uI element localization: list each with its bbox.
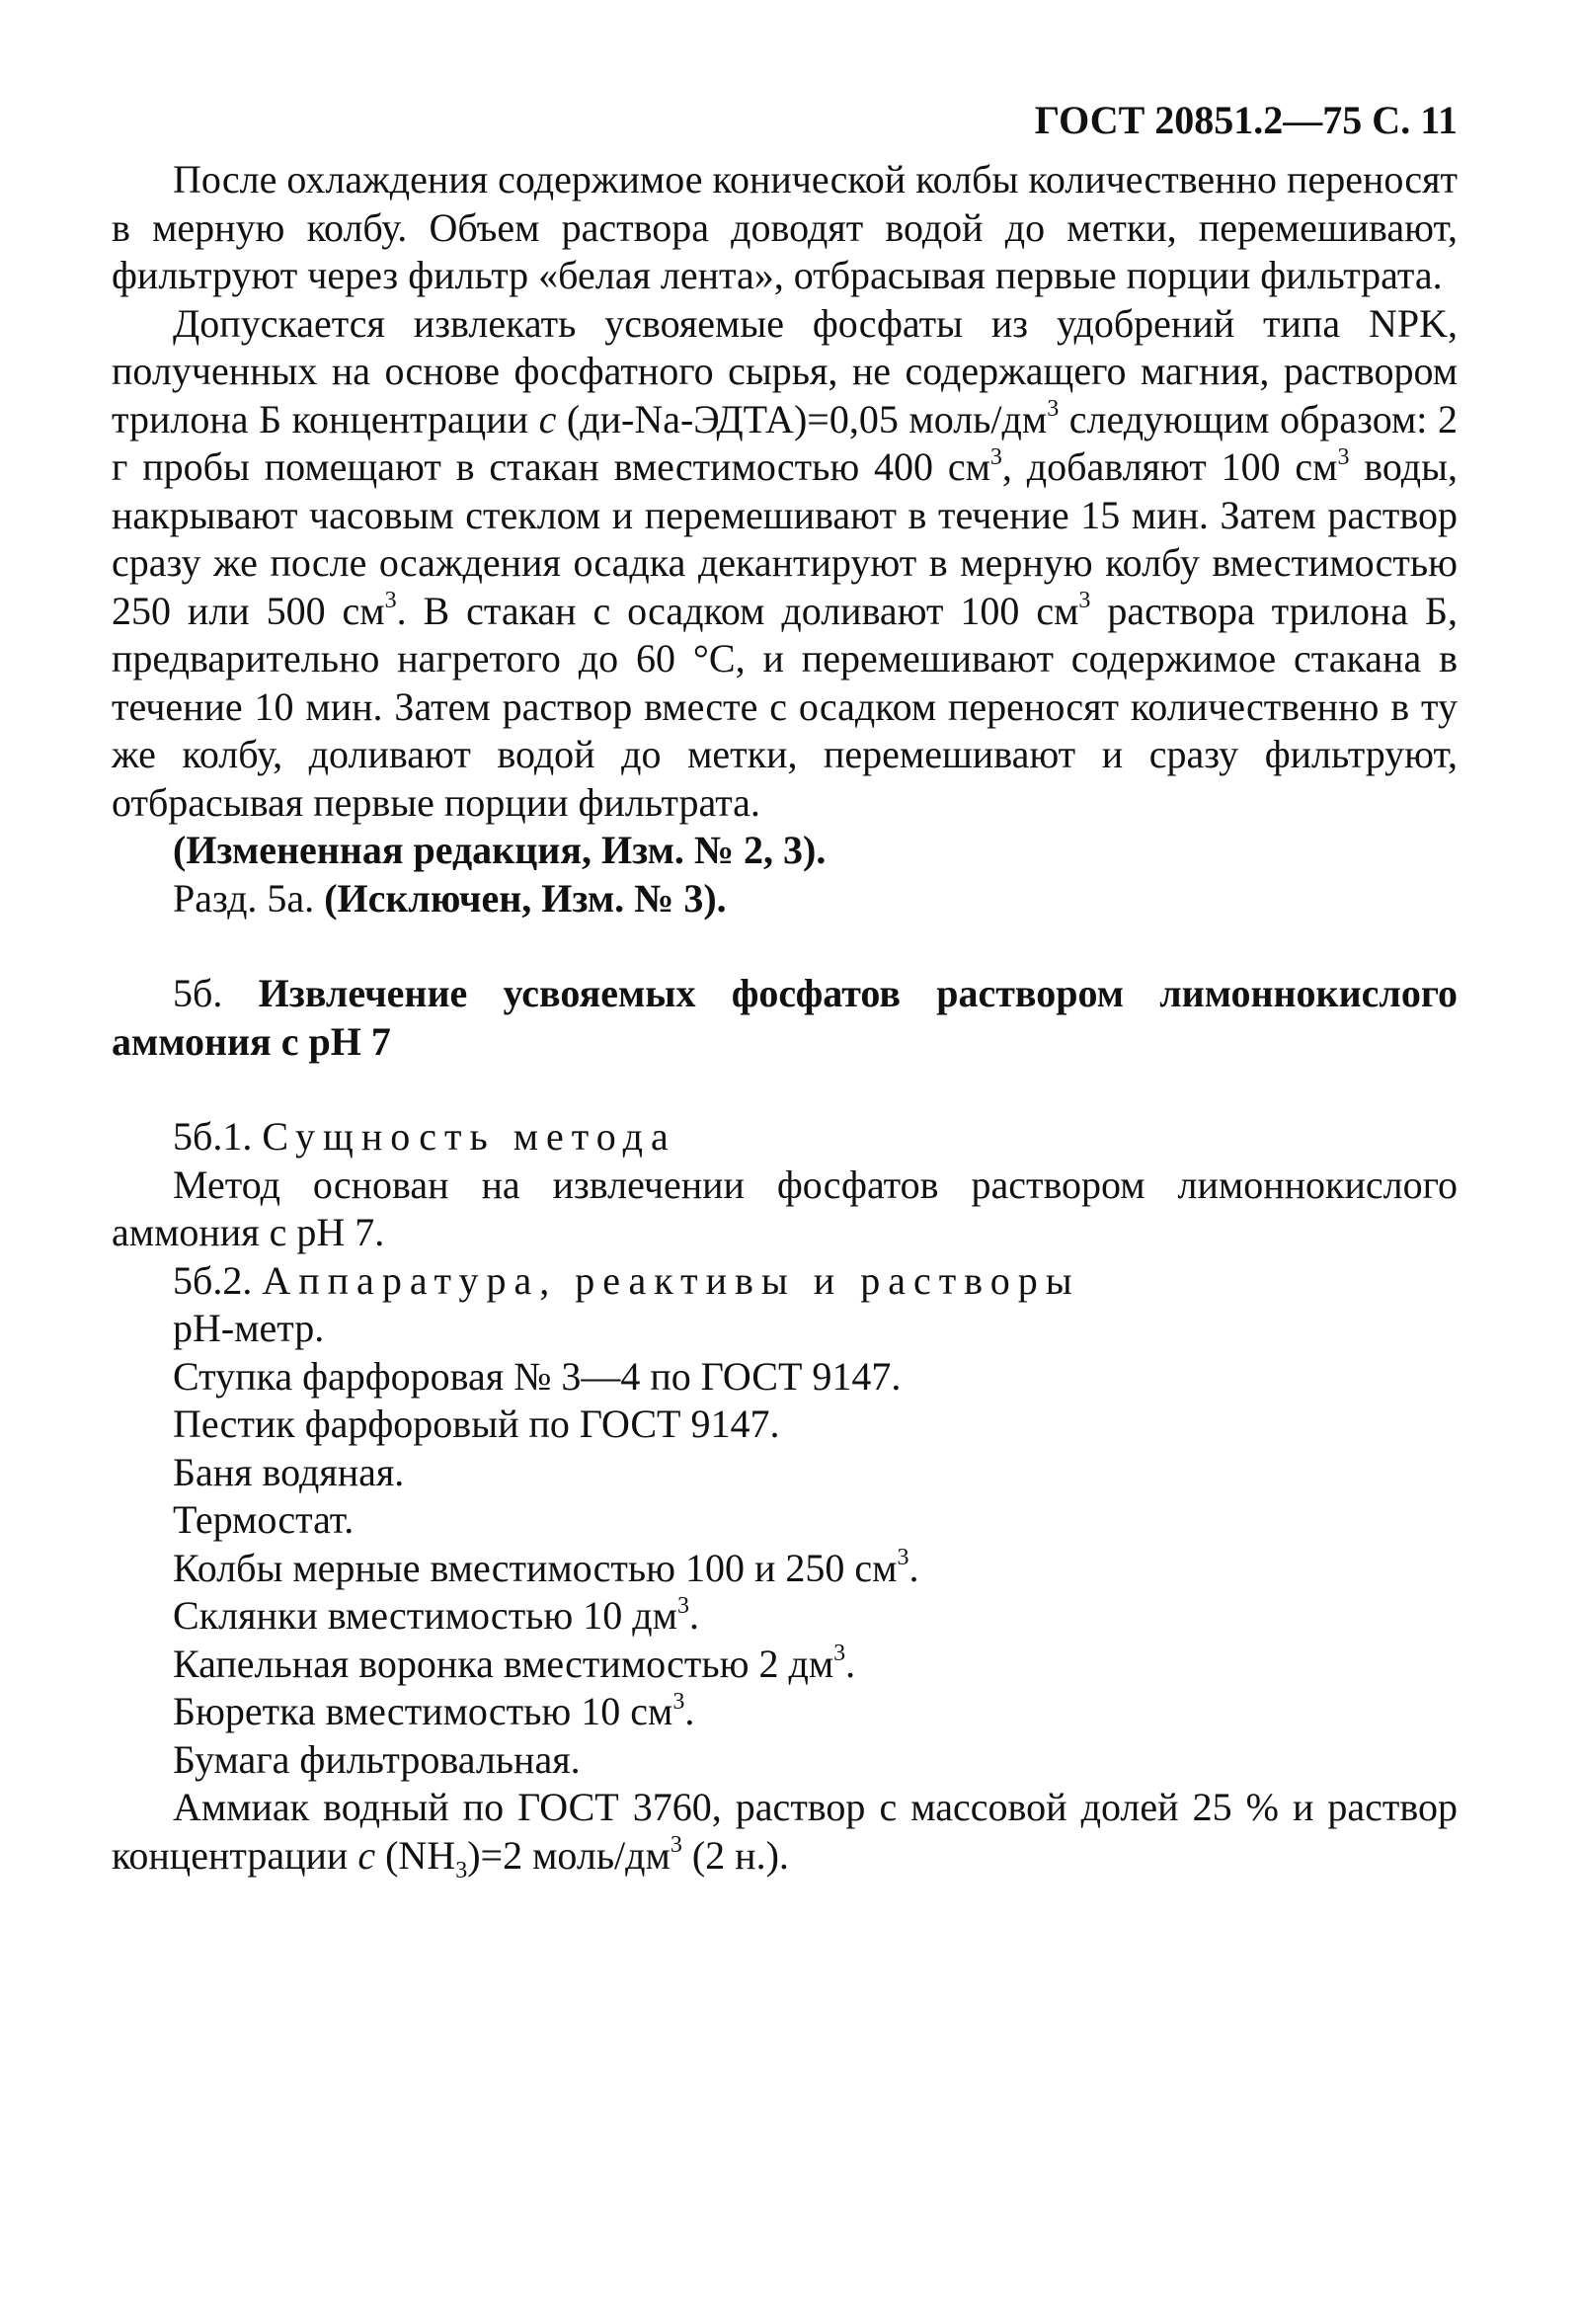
paragraph-cooling: После охлаждения содержимое конической колбы количественно переносят в мерную колбу. Объем раствора доводят водой до метки, перемешивают, фильтруют через фильтр «белая лента», отбрасывая первые порции фильтрата.: [112, 157, 1458, 297]
amendment-note: (Измененная редакция, Изм. № 2, 3).: [173, 828, 827, 872]
list-item: Баня водяная.: [173, 1449, 405, 1494]
list-item: Бумага фильтровальная.: [173, 1736, 581, 1782]
list-item: Пестик фарфоровый по ГОСТ 9147.: [173, 1402, 780, 1446]
list-item: Термостат.: [173, 1497, 355, 1542]
subsection-5b1-heading: 5б.1. Сущность метода: [173, 1114, 676, 1159]
section-5a-note: Разд. 5а. (Исключен, Изм. № 3).: [173, 875, 727, 921]
page-header: ГОСТ 20851.2—75 С. 11: [1034, 98, 1458, 142]
list-item: Капельная воронка вместимостью 2 $дм^3$.: [173, 1641, 856, 1686]
paragraph-ammonia: Аммиак водный по ГОСТ 3760, раствор с массовой долей 25 % и раствор концентрации c $(NH_3)=2$ моль/$дм^3$ (2 н.).: [112, 1785, 1458, 1883]
document-page: [112, 97, 1458, 1883]
list-item: pH-метр.: [173, 1306, 325, 1350]
list-item: Склянки вместимостью 10 $дм^3$.: [173, 1592, 699, 1638]
subsection-5b2-heading: 5б.2. Аппаратура, реактивы и растворы: [173, 1257, 1080, 1303]
section-5b-heading: 5б. Извлечение усвояемых фосфатов раствором лимоннокислого аммония с pH 7: [112, 971, 1458, 1064]
list-item: Ступка фарфоровая № 3—4 по ГОСТ 9147.: [173, 1353, 902, 1399]
paragraph-trilon: Допускается извлекать усвояемые фосфаты из удобрений типа NPK, полученных на основе фосфатного сырья, не содержащего магния, раствором трилона Б концентрации c (ди-Na-ЭДТА)=0,05 моль/$дм^3$ следующим образом: 2 г пробы помещают в стакан вместимостью 400 $см^3$, добавляют 100 $см^3$ воды, накрывают часовым стеклом и перемешивают в течение 15 мин. Затем раствор сразу же после осаждения осадка декантируют в мерную колбу вместимостью 250 или 500 $см^3$. В стакан с осадком доливают 100 $см^3$ раствора трилона Б, предварительно нагретого до 60 °С, и перемешивают содержимое стакана в течение 10 мин. Затем раствор вместе с осадком переносят количественно в ту же колбу, доливают водой до метки, перемешивают и сразу фильтруют, отбрасывая первые порции фильтрата.: [112, 300, 1458, 825]
subsection-5b1-text: Метод основан на извлечении фосфатов раствором лимоннокислого аммония с pH 7.: [112, 1162, 1458, 1254]
list-item: Бюретка вместимостью 10 $см^3$.: [173, 1688, 695, 1733]
equipment-list: [112, 1305, 1458, 1784]
list-item: Колбы мерные вместимостью 100 и 250 $см^3$.: [173, 1545, 919, 1590]
